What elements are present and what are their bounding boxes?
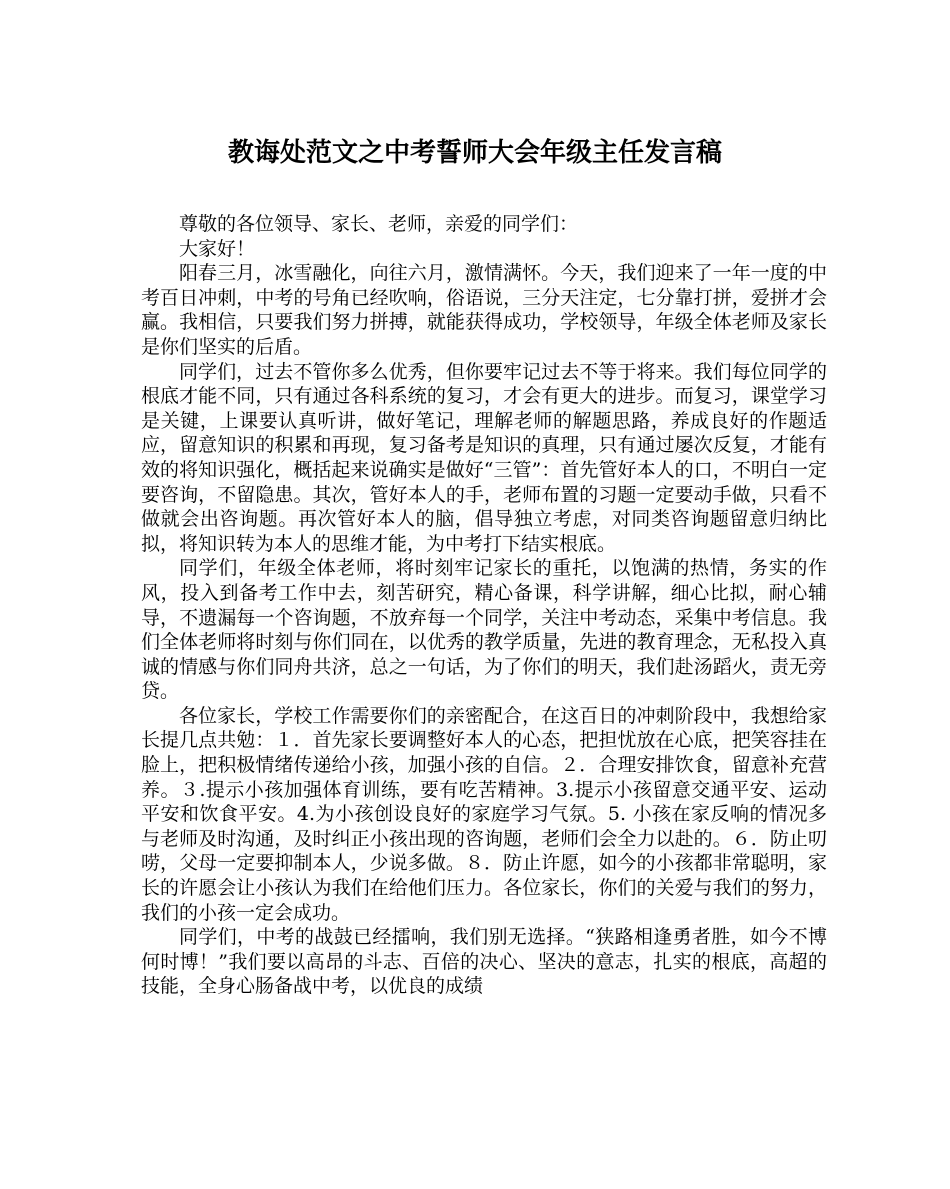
greeting-paragraph: 大家好！	[179, 237, 256, 260]
body-paragraph: 同学们，中考的战鼓已经擂响，我们别无选择。“狭路相逢勇者胜，如今不博何时博！”我们要以高昂的斗志、百倍的决心、坚决的意志，扎实的根底，高超的技能，全身心肠备战中考，以优良的成绩	[141, 926, 827, 998]
body-paragraph: 同学们，过去不管你多么优秀，但你要牢记过去不等于将来。我们每位同学的根底才能不同，只有通过各科系统的复习，才会有更大的进步。而复习，课堂学习是关键，上课要认真听讲，做好笔记，理解老师的解题思路，养成良好的作题适应，留意知识的积累和再现，复习备考是知识的真理，只有通过屡次反复，才能有效的将知识强化，概括起来说确实是做好“三管”：首先管好本人的口，不明白一定要咨询，不留隐患。其次，管好本人的手，老师布置的习题一定要动手做，只看不做就会出咨询题。再次管好本人的脑，倡导独立考虑，对同类咨询题留意归纳比拟，将知识转为本人的思维才能，为中考打下结实根底。	[141, 360, 827, 555]
body-paragraph: 各位家长，学校工作需要你们的亲密配合，在这百日的冲刺阶段中，我想给家长提几点共勉：１．首先家长要调整好本人的心态，把担忧放在心底，把笑容挂在脸上，把积极情绪传递给小孩，加强小孩的自信。２．合理安排饮食，留意补充营养。３.提示小孩加强体育训练，要有吃苦精神。3.提示小孩留意交通平安、运动平安和饮食平安。4.为小孩创设良好的家庭学习气氛。5. 小孩在家反响的情况多与老师及时沟通，及时纠正小孩出现的咨询题，老师们会全力以赴的。６．防止叨唠，父母一定要抑制本人，少说多做。８．防止许愿，如今的小孩都非常聪明，家长的许愿会让小孩认为我们在给他们压力。各位家长，你们的关爱与我们的努力，我们的小孩一定会成功。	[141, 704, 827, 924]
salutation-paragraph: 尊敬的各位领导、家长、老师，亲爱的同学们：	[179, 213, 579, 235]
body-paragraph: 同学们，年级全体老师，将时刻牢记家长的重托，以饱满的热情，务实的作风，投入到备考工作中去，刻苦研究，精心备课，科学讲解，细心比拟，耐心辅导，不遗漏每一个咨询题，不放弃每一个同学，关注中考动态，采集中考信息。我们全体老师将时刻与你们同在，以优秀的教学质量，先进的教育理念，无私投入真诚的情感与你们同舟共济，总之一句话，为了你们的明天，我们赴汤蹈火，责无旁贷。	[141, 557, 827, 703]
document-title: 教诲处范文之中考誓师大会年级主任发言稿	[227, 138, 722, 168]
document-body	[141, 212, 827, 999]
body-paragraph: 阳春三月，冰雪融化，向往六月，激情满怀。今天，我们迎来了一年一度的中考百日冲刺，中考的号角已经吹响，俗语说，三分天注定，七分靠打拼，爱拼才会赢。我相信，只要我们努力拼搏，就能获得成功，学校领导，年级全体老师及家长是你们坚实的后盾。	[141, 262, 827, 358]
